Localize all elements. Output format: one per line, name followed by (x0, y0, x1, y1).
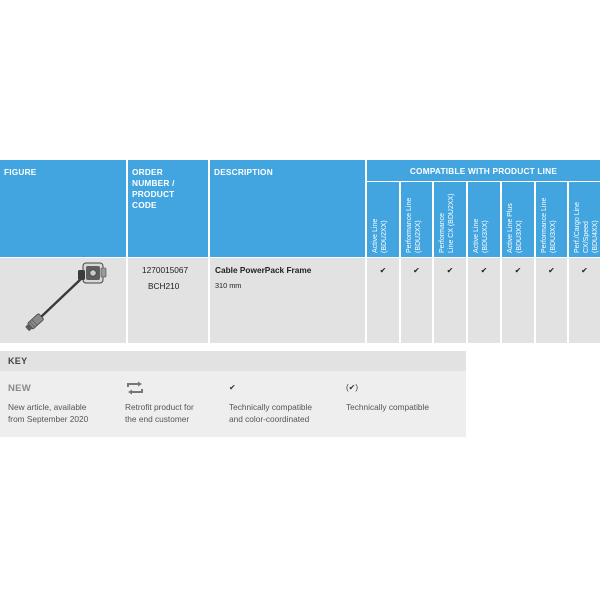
key-desc-compatible (346, 401, 429, 413)
product-line-text: (BDU2XX) (381, 220, 388, 253)
key-desc-line: Technically compatible (229, 402, 313, 412)
cell-compat (569, 258, 600, 343)
cell-description (210, 258, 365, 343)
check-icon: ✔ (413, 266, 420, 275)
header-description (210, 160, 365, 257)
cell-compat (434, 258, 466, 343)
header-order-line: NUMBER / (132, 178, 175, 188)
header-order (128, 160, 208, 257)
product-line-header (536, 182, 567, 257)
product-line-label (573, 189, 599, 253)
order-number: 1270015067 (142, 265, 189, 275)
cell-figure (0, 258, 126, 343)
product-line-label (371, 189, 397, 253)
check-icon: ✔ (480, 266, 488, 275)
product-line-label (472, 189, 498, 253)
check-icon: ✔ (379, 266, 387, 275)
key-desc-compatible-color (229, 401, 312, 425)
check-icon: ✔ (581, 266, 588, 275)
product-line-header (468, 182, 500, 257)
product-line-text: (BDU2XX) (415, 220, 422, 253)
check-icon: ✔ (514, 266, 522, 275)
product-line-text: Active Line (473, 218, 480, 253)
key-title: KEY (8, 356, 28, 366)
cell-compat (367, 258, 399, 343)
header-compat-title: COMPATIBLE WITH PRODUCT LINE (409, 166, 558, 176)
product-line-text: Performance Line (541, 197, 548, 253)
header-order-line: ORDER (132, 167, 163, 177)
new-badge: NEW (8, 383, 32, 394)
product-line-label (506, 189, 532, 253)
key-body (0, 371, 466, 437)
check-icon: ✔ (548, 266, 555, 275)
product-line-header (367, 182, 399, 257)
header-figure (0, 160, 126, 257)
cell-compat (502, 258, 534, 343)
check-icon: ✔ (446, 266, 454, 275)
product-line-text: Active Line (372, 218, 379, 253)
product-code: BCH210 (148, 281, 180, 291)
product-table (0, 160, 600, 343)
product-name: Cable PowerPack Frame (215, 265, 312, 275)
key-desc-line: and color-coordinated (229, 414, 310, 424)
product-line-header (569, 182, 600, 257)
key-panel (0, 351, 466, 437)
key-desc-line: New article, available (8, 402, 87, 412)
cell-compat (468, 258, 500, 343)
product-line-header (502, 182, 534, 257)
key-desc-new (8, 401, 88, 425)
header-order-line: CODE (132, 200, 157, 210)
retrofit-icon (125, 381, 145, 395)
cell-compat (401, 258, 432, 343)
product-line-text: (BDU3XX) (550, 220, 557, 253)
header-order-line: PRODUCT (132, 189, 175, 199)
product-line-text: Line CX (BDU2XX) (448, 193, 455, 253)
product-line-text: CX/Speed (BDU4XX) (583, 220, 599, 253)
key-desc-retrofit (125, 401, 194, 425)
check-paren-icon: (✔) (346, 383, 359, 392)
cell-order (128, 258, 208, 343)
product-line-label (438, 189, 464, 253)
product-line-label (540, 189, 566, 253)
product-line-text: Performance Line (406, 197, 413, 253)
product-line-header (401, 182, 432, 257)
key-desc-line: Technically compatible (346, 402, 430, 412)
product-line-text: Perf./Cargo Line (574, 202, 581, 253)
product-line-text: (BDU3XX) (516, 220, 523, 253)
header-compatibility (367, 160, 600, 181)
check-icon: ✔ (229, 383, 236, 392)
product-line-text: (BDU3XX) (482, 220, 489, 253)
product-line-label (405, 189, 431, 253)
header-description-label: DESCRIPTION (214, 167, 273, 177)
product-line-text: Performance (439, 212, 446, 253)
product-length: 310 mm (215, 281, 242, 290)
key-desc-line: the end customer (125, 414, 190, 424)
key-desc-line: from September 2020 (8, 414, 89, 424)
key-desc-line: Retrofit product for (125, 402, 194, 412)
header-figure-label: FIGURE (4, 167, 37, 177)
header-order-label (132, 167, 175, 211)
cable-connector-icon (0, 258, 126, 343)
product-line-text: Active Line Plus (507, 203, 514, 253)
product-line-header (434, 182, 466, 257)
cell-compat (536, 258, 567, 343)
